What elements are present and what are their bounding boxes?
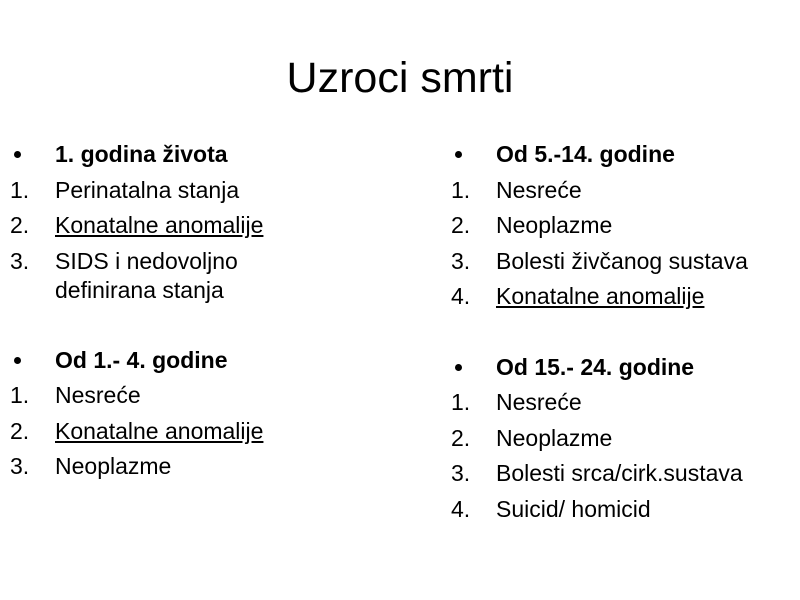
list-number: 1.: [451, 389, 471, 415]
list-number: 2.: [451, 424, 471, 451]
group-heading: [451, 350, 796, 386]
list-item: [451, 492, 796, 528]
list-item: [451, 385, 796, 421]
list-number: 2.: [10, 212, 30, 238]
list-number: 4.: [451, 283, 471, 309]
list-number: 3.: [451, 247, 471, 274]
heading-text: Od 1.- 4. godine: [55, 346, 228, 373]
group-first-year: [10, 137, 390, 308]
slide-title: Uzroci smrti: [286, 54, 514, 102]
list-number: 2.: [10, 417, 30, 444]
list-item: [10, 244, 390, 308]
list-item: [10, 414, 390, 450]
list-item-text: Neoplazme: [55, 453, 172, 479]
list-item: [10, 208, 390, 244]
list-number: 3.: [10, 453, 30, 479]
list-item-text: Nesreće: [496, 176, 582, 203]
list-item-text: Neoplazme: [496, 212, 613, 238]
list-item: [451, 421, 796, 457]
list-number: 1.: [10, 382, 30, 408]
list-item-text: Konatalne anomalije: [55, 212, 264, 238]
group-age-15-24: [451, 350, 796, 528]
list-item: [451, 244, 796, 280]
heading-text: Od 15.- 24. godine: [496, 353, 695, 380]
right-column: [451, 137, 796, 527]
list-item: [10, 173, 390, 209]
list-item: [10, 449, 390, 485]
list-number: 1.: [10, 176, 30, 203]
list-item-text: Bolesti živčanog sustava: [496, 247, 748, 274]
group-heading: [451, 137, 796, 173]
bullet-icon: [14, 151, 21, 158]
group-age-5-14: [451, 137, 796, 315]
list-number: 3.: [451, 460, 471, 486]
list-item: [451, 456, 796, 492]
list-item: [451, 173, 796, 209]
list-item-text: Nesreće: [55, 382, 141, 408]
list-item: [10, 378, 390, 414]
list-number: 4.: [451, 495, 471, 522]
list-item: [451, 208, 796, 244]
bullet-icon: [455, 364, 462, 371]
list-item-text: Konatalne anomalije: [55, 417, 264, 444]
list-number: 3.: [10, 247, 30, 274]
group-heading: [10, 137, 390, 173]
list-item-text: SIDS i nedovoljno definirana stanja: [55, 247, 238, 303]
bullet-icon: [455, 151, 462, 158]
list-item-text: Nesreće: [496, 389, 582, 415]
heading-text: Od 5.-14. godine: [496, 141, 675, 167]
list-item-text: Suicid/ homicid: [496, 495, 651, 522]
left-column: [10, 137, 390, 485]
bullet-icon: [14, 357, 21, 364]
list-number: 2.: [451, 212, 471, 238]
list-item-text: Konatalne anomalije: [496, 283, 705, 309]
list-number: 1.: [451, 176, 471, 203]
heading-text: 1. godina života: [55, 141, 228, 167]
list-item-text: Bolesti srca/cirk.sustava: [496, 460, 743, 486]
list-item: [451, 279, 796, 315]
list-item-text: Neoplazme: [496, 424, 613, 451]
group-age-1-4: [10, 343, 390, 485]
list-item-text: Perinatalna stanja: [55, 176, 240, 203]
group-heading: [10, 343, 390, 379]
